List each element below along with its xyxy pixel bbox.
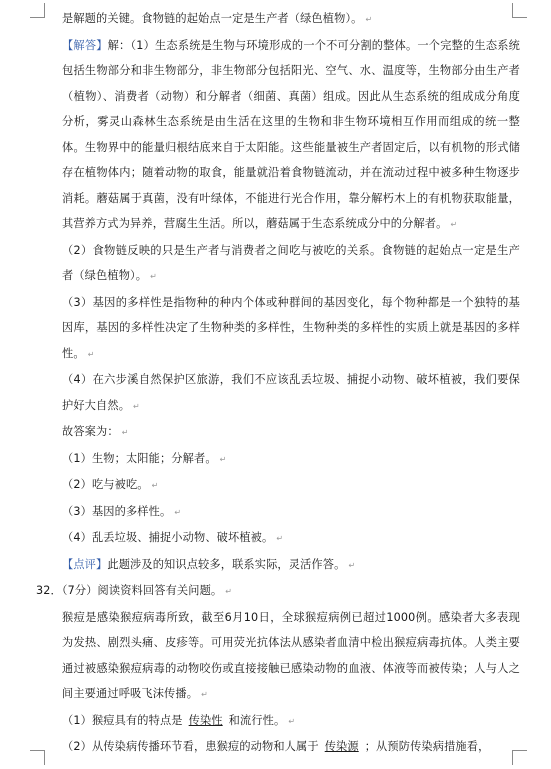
- paragraph-mark: ↵: [87, 349, 95, 359]
- text: （4）在六步溪自然保护区旅游，我们不应该乱丢垃圾、捕捉小动物、破坏植被，我们要保护好大自然。: [62, 373, 520, 412]
- paragraph-mark: ↵: [225, 587, 232, 596]
- text: （3）基因的多样性是指物种的种内个体或种群间的基因变化，每个物种都是一个独特的基因库，基因的多样性决定了生物种类的多样性，生物种类的多样性的实质上就是基因的多样性。: [62, 295, 520, 360]
- paragraph-mark: ↵: [450, 220, 458, 229]
- paragraph-mark: ↵: [133, 401, 140, 411]
- text: （3）基因的多样性。: [62, 504, 172, 518]
- text: （1）生物；太阳能；分解者。: [62, 451, 217, 465]
- text: 故答案为：: [62, 425, 119, 438]
- text: （2）食物链反映的只是生产者与消费者之间吃与被吃的关系。食物链的起始点一定是生产者（绿色植物）。: [62, 243, 520, 282]
- corner-mark-bottom-left: [30, 750, 45, 765]
- question-32-heading: [36, 578, 520, 605]
- paragraph-mark: ↵: [151, 481, 159, 490]
- answer-4: [62, 525, 520, 552]
- paragraph-mark: ↵: [121, 428, 129, 437]
- text: （2）吃与被吃。: [62, 478, 149, 491]
- paragraph-mark: ↵: [174, 507, 182, 517]
- text: 是解题的关键。食物链的起始点一定是生产者（绿色植物）。: [62, 12, 363, 25]
- paragraph-4: [62, 367, 520, 419]
- answer-heading: [62, 419, 520, 446]
- paragraph-mark: ↵: [201, 690, 208, 699]
- text: 32．（7分）阅读资料回答有关问题。: [36, 584, 223, 597]
- text: ；从预防传染病措施看，: [364, 740, 490, 753]
- answer-2: [62, 472, 520, 499]
- paragraph-mark: ↵: [288, 716, 296, 726]
- paragraph-2: [62, 238, 520, 290]
- text: 此题涉及的知识点较多，联系实际，灵活作答。: [107, 557, 346, 571]
- paragraph-intro: [62, 6, 520, 33]
- document-body: [36, 6, 520, 760]
- solution-tag: 【解答】: [62, 38, 108, 52]
- answer-blank: 传染性: [188, 713, 223, 727]
- comment-tag: 【点评】: [62, 557, 108, 571]
- answer-1: [62, 446, 520, 473]
- question-32-material: [62, 605, 520, 708]
- text: 猴痘是感染猴痘病毒所致，截至6月10日，全球猴痘病例已超过1000例。感染者大多表现为发热、剧烈头痛、皮疹等。可用荧光抗体法从感染者血清中检出猴痘病毒抗体。人类主要通过被感染猴痘病毒的动物咬伤或直接接触已感染动物的血液、体液等而被传染；人与人之间主要通过呼吸飞沫传播。: [62, 610, 520, 700]
- text: （4）乱丢垃圾、捕捉小动物、破坏植被。: [62, 531, 274, 544]
- paragraph-mark: ↵: [150, 272, 157, 281]
- answer-blank: 传染源: [324, 740, 359, 753]
- text: （1）猴痘具有的特点是: [62, 713, 183, 727]
- paragraph-mark: ↵: [365, 15, 373, 24]
- question-32-part-1: [62, 708, 520, 735]
- corner-mark-top-left: [30, 3, 45, 18]
- text: （2）从传染病传播环节看，患猴痘的动物和人属于: [62, 740, 319, 753]
- answer-3: [62, 499, 520, 526]
- paragraph-mark: ↵: [276, 534, 284, 543]
- comment: [62, 552, 520, 579]
- question-32-part-2: [62, 734, 520, 760]
- paragraph-3: [62, 290, 520, 368]
- paragraph-mark: ↵: [219, 454, 227, 464]
- paragraph-solution: [62, 33, 520, 238]
- text: 和流行性。: [228, 713, 286, 727]
- paragraph-mark: ↵: [348, 560, 356, 570]
- text: 解：（1）生态系统是生物与环境形成的一个不可分割的整体。一个完整的生态系统包括生物部分和非生物部分，非生物部分包括阳光、空气、水、温度等，生物部分由生产者（植物）、消费者（动物）和分解者（细菌、真菌）组成。因此从生态系统的组成成分角度分析，雾灵山森林生态系统是由生活在这里的生物和非生物环境相互作用而组成的统一整体。生物界中的能量归根结底来自于太阳能。这些能量被生产者固定后，以有机物的形式储存在植物体内；随着动物的取食，能量就沿着食物链流动，并在流动过程中被多种生物逐步消耗。蘑菇属于真菌，没有叶绿体，不能进行光合作用，靠分解朽木上的有机物获取能量，其营养方式为异养，营腐生生活。所以，蘑菇属于生态系统成分中的分解者。: [62, 38, 520, 230]
